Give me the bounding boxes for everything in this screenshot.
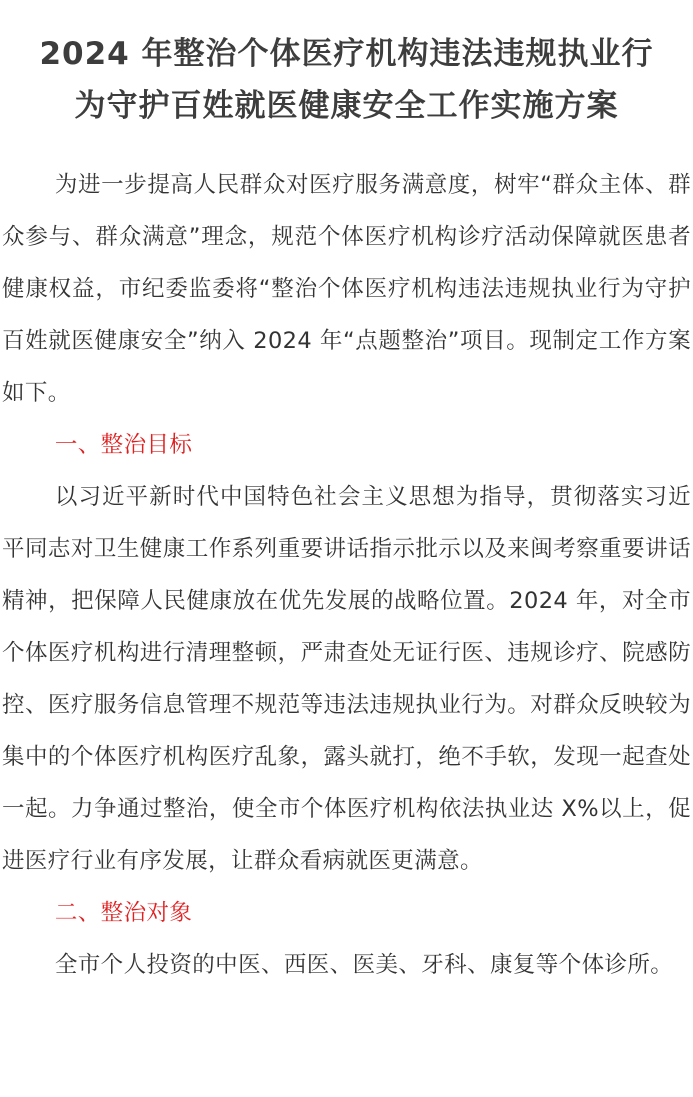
document-body — [2, 159, 691, 991]
intro-paragraph: 为进一步提高人民群众对医疗服务满意度，树牢“群众主体、群众参与、群众满意”理念，规范个体医疗机构诊疗活动保障就医患者健康权益，市纪委监委将“整治个体医疗机构违法违规执业行为守护百姓就医健康安全”纳入 2024 年“点题整治”项目。现制定工作方案如下。 — [2, 172, 691, 406]
section-heading-targets: 二、整治对象 — [54, 900, 193, 926]
section-paragraph-goals: 以习近平新时代中国特色社会主义思想为指导，贯彻落实习近平同志对卫生健康工作系列重要讲话指示批示以及来闽考察重要讲话精神，把保障人民健康放在优先发展的战略位置。2024 年，对全市个体医疗机构进行清理整顿，严肃查处无证行医、违规诊疗、院感防控、医疗服务信息管理不规范等违法违规执业行为。对群众反映较为集中的个体医疗机构医疗乱象，露头就打，绝不手软，发现一起查处一起。力争通过整治，使全市个体医疗机构依法执业达 X%以上，促进医疗行业有序发展，让群众看病就医更满意。 — [2, 484, 691, 874]
document-title — [2, 0, 691, 132]
title-line-1: 2024 年整治个体医疗机构违法违规执业行 — [39, 36, 654, 72]
title-line-2: 为守护百姓就医健康安全工作实施方案 — [74, 88, 619, 124]
section-paragraph-targets: 全市个人投资的中医、西医、医美、牙科、康复等个体诊所。 — [54, 952, 674, 978]
section-heading-goals: 一、整治目标 — [54, 432, 193, 458]
